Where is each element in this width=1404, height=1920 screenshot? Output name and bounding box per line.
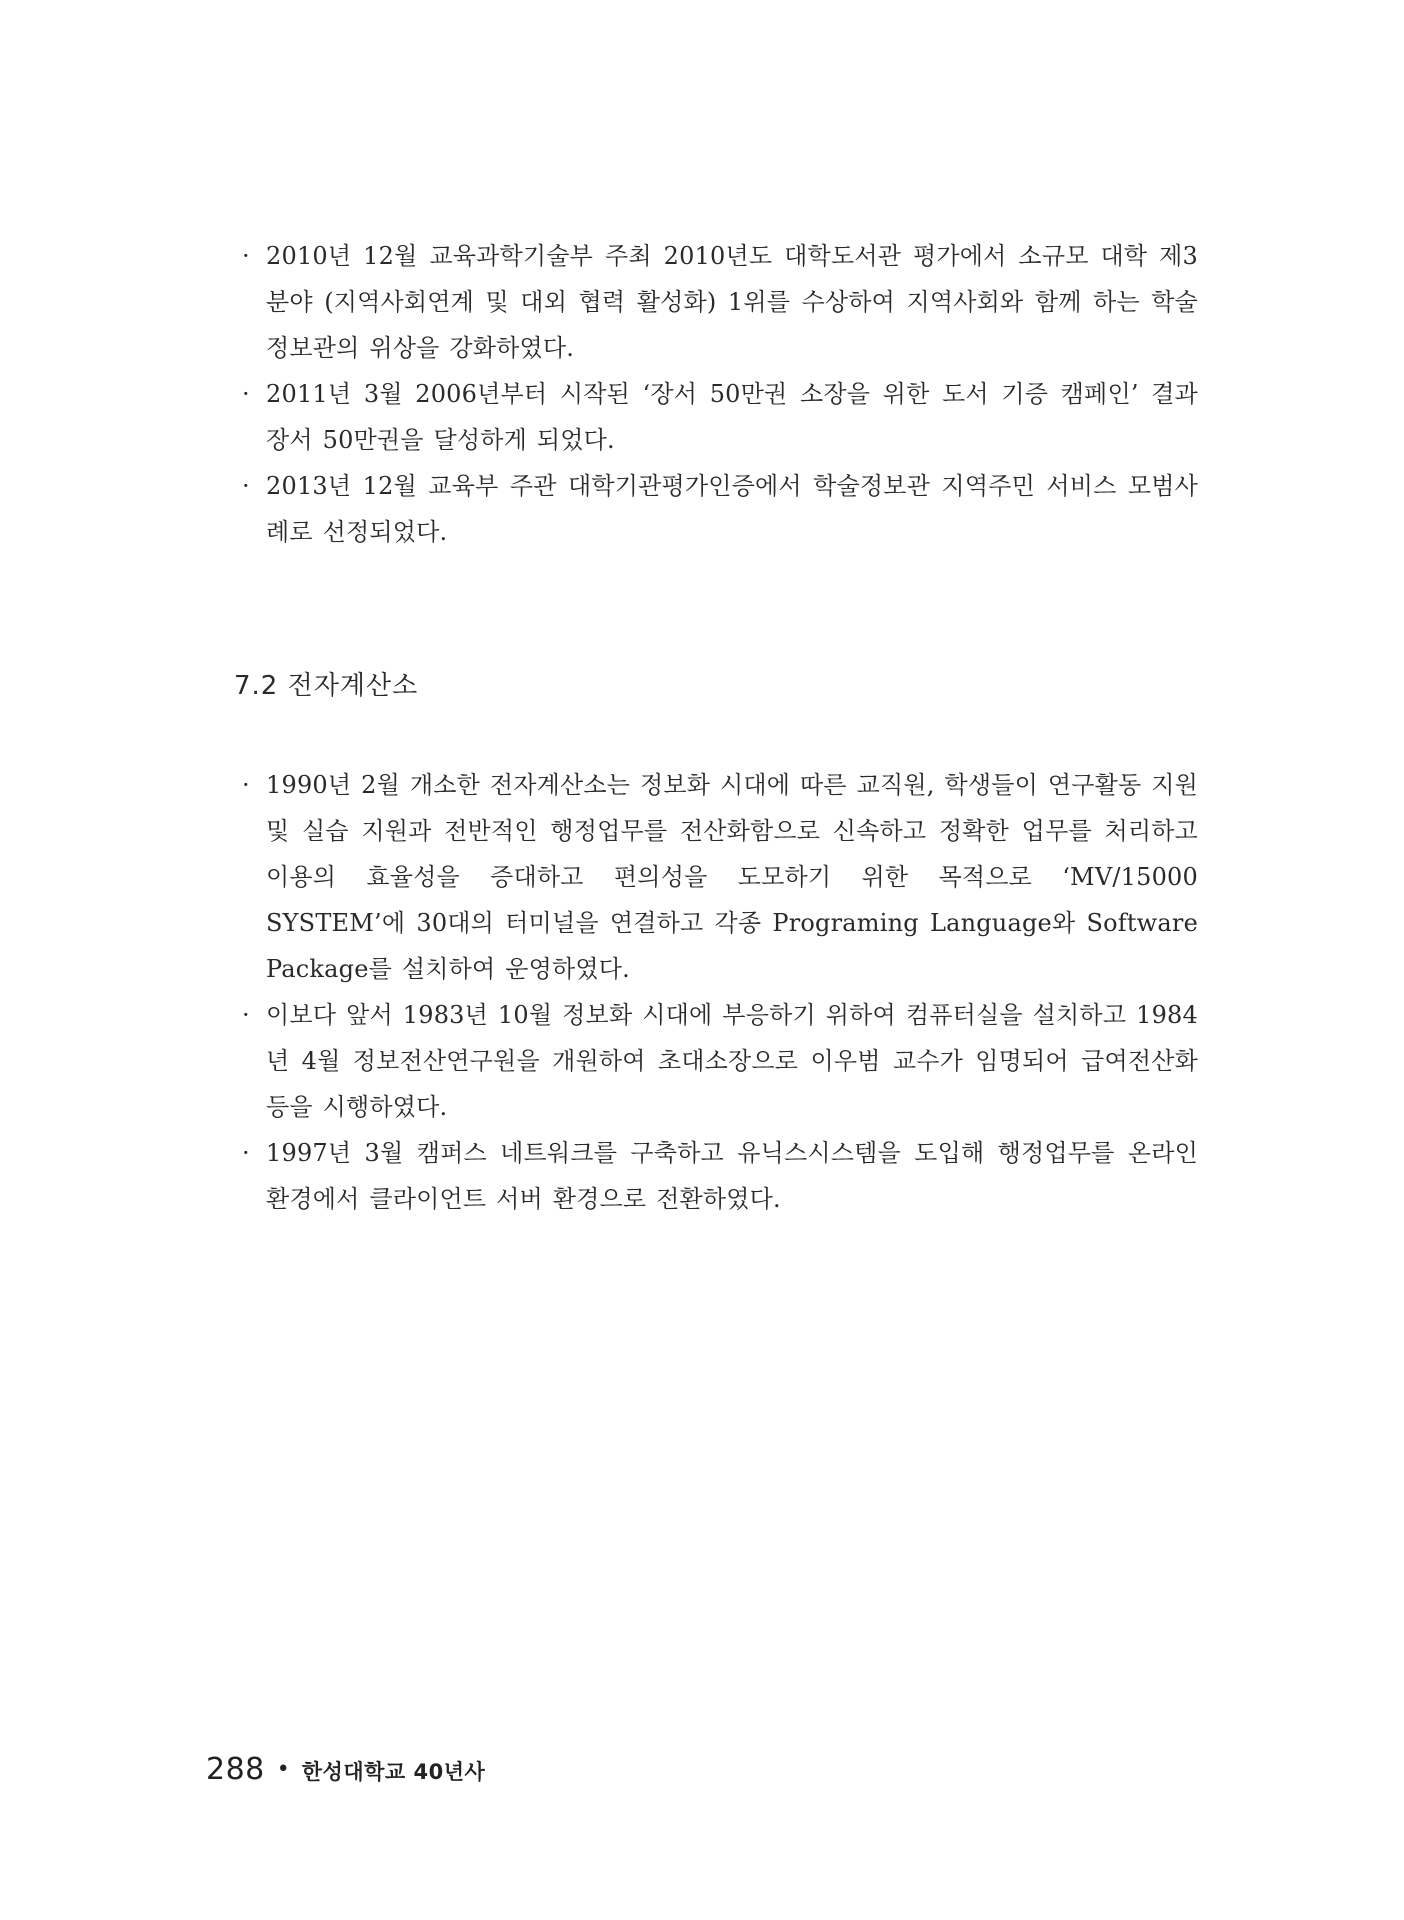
list-item (238, 762, 1198, 992)
list-item (238, 992, 1198, 1130)
bullet-marker: · (242, 771, 250, 799)
bullet-text: 2013년 12월 교육부 주관 대학기관평가인증에서 학술정보관 지역주민 서비스 모범사례로 선정되었다. (266, 472, 1198, 546)
bullet-marker: · (242, 242, 250, 270)
page-footer (206, 1752, 485, 1787)
bullet-marker: · (242, 380, 250, 408)
book-title: 한성대학교 40년사 (301, 1760, 486, 1784)
library-bullet-list (238, 233, 1198, 555)
list-item (238, 371, 1198, 463)
bullet-text: 이보다 앞서 1983년 10월 정보화 시대에 부응하기 위하여 컴퓨터실을 설치하고 1984년 4월 정보전산연구원을 개원하여 초대소장으로 이우범 교수가 임명되어 급여전산화 등을 시행하였다. (266, 1001, 1198, 1121)
footer-separator: • (276, 1757, 290, 1782)
computer-center-bullet-list (238, 762, 1198, 1222)
list-item (238, 233, 1198, 371)
bullet-marker: · (242, 472, 250, 500)
bullet-marker: · (242, 1139, 250, 1167)
bullet-text: 1997년 3월 캠퍼스 네트워크를 구축하고 유닉스시스템을 도입해 행정업무를 온라인 환경에서 클라이언트 서버 환경으로 전환하였다. (266, 1139, 1198, 1213)
section-heading: 7.2 전자계산소 (234, 671, 419, 701)
page-number: 288 (206, 1752, 265, 1787)
list-item (238, 1130, 1198, 1222)
bullet-text: 2010년 12월 교육과학기술부 주최 2010년도 대학도서관 평가에서 소규모 대학 제3분야 (지역사회연계 및 대외 협력 활성화) 1위를 수상하여 지역사회와 함께 하는 학술정보관의 위상을 강화하였다. (266, 242, 1198, 362)
list-item (238, 463, 1198, 555)
bullet-text: 1990년 2월 개소한 전자계산소는 정보화 시대에 따른 교직원, 학생들이 연구활동 지원 및 실습 지원과 전반적인 행정업무를 전산화함으로 신속하고 정확한 업무를 처리하고 이용의 효율성을 증대하고 편의성을 도모하기 위한 목적으로 ‘MV/15000 SYSTEM’에 30대의 터미널을 연결하고 각종 Programing Language와 Software Package를 설치하여 운영하였다. (266, 771, 1198, 983)
bullet-marker: · (242, 1001, 250, 1029)
bullet-text: 2011년 3월 2006년부터 시작된 ‘장서 50만권 소장을 위한 도서 기증 캠페인’ 결과 장서 50만권을 달성하게 되었다. (266, 380, 1198, 454)
